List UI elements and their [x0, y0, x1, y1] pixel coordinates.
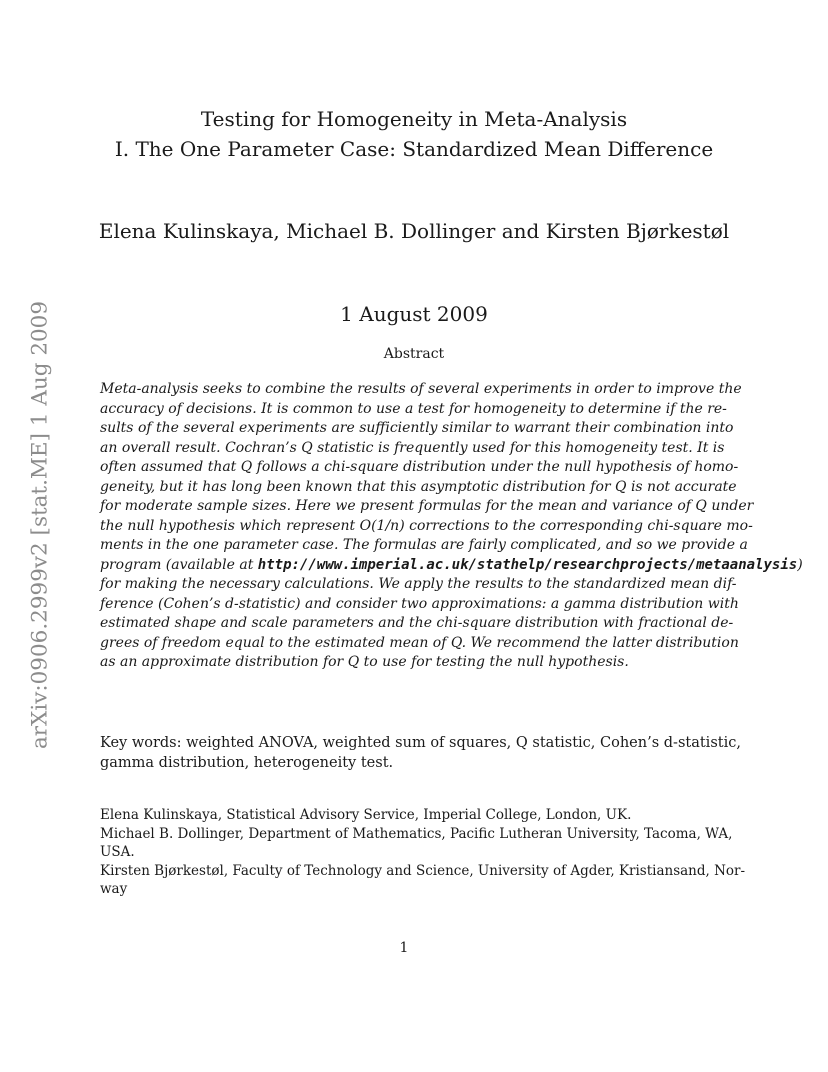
abstract-line: Meta-analysis seeks to combine the results of several experiments in order to improve the: [100, 381, 742, 397]
abstract-program-line: [100, 556, 803, 576]
abstract-program-prefix: program (available at: [100, 556, 258, 573]
date: 1 August 2009: [340, 302, 488, 326]
title-line-1: Testing for Homogeneity in Meta-Analysis: [200, 107, 628, 131]
abstract-body: [100, 380, 803, 673]
abstract-line: for moderate sample sizes. Here we present formulas for the mean and variance of Q under: [100, 498, 754, 514]
abstract-line: accuracy of decisions. It is common to use a test for homogeneity to determine if the re-: [100, 400, 727, 417]
page-number: 1: [399, 940, 409, 956]
authors: Elena Kulinskaya, Michael B. Dollinger and Kirsten Bjørkestøl: [98, 219, 730, 243]
abstract-program-suffix: ): [797, 556, 803, 573]
abstract-line: for making the necessary calculations. We apply the results to the standardized mean dif-: [100, 576, 737, 592]
abstract-heading: Abstract: [383, 346, 445, 362]
affiliation-line: Michael B. Dollinger, Department of Mathematics, Pacific Lutheran University, Tacoma, WA,: [100, 825, 733, 842]
abstract-line: often assumed that Q follows a chi-square distribution under the null hypothesis of homo-: [100, 459, 739, 475]
abstract-line: the null hypothesis which represent O(1/n) corrections to the corresponding chi-square mo-: [100, 517, 753, 534]
abstract-line: estimated shape and scale parameters and the chi-square distribution with fractional de-: [100, 615, 734, 631]
affiliations: [100, 806, 746, 899]
keywords-line: Key words: weighted ANOVA, weighted sum of squares, Q statistic, Cohen’s d-statistic,: [100, 735, 741, 751]
abstract-line: ments in the one parameter case. The formulas are fairly complicated, and so we provide a: [100, 537, 748, 553]
keywords: [100, 733, 741, 773]
abstract-line: sults of the several experiments are sufficiently similar to warrant their combination into: [100, 420, 734, 436]
program-url-link[interactable]: http://www.imperial.ac.uk/stathelp/researchprojects/metaanalysis: [257, 556, 798, 573]
abstract-line: as an approximate distribution for Q to use for testing the null hypothesis.: [100, 654, 629, 670]
keywords-line: gamma distribution, heterogeneity test.: [100, 755, 394, 771]
title-line-2: I. The One Parameter Case: Standardized Mean Difference: [114, 137, 714, 161]
arxiv-stamp-text: arXiv:0906.2999v2 [stat.ME] 1 Aug 2009: [27, 300, 53, 750]
affiliation-line: way: [100, 881, 128, 897]
affiliation-line: USA.: [100, 844, 135, 860]
affiliation-line: Elena Kulinskaya, Statistical Advisory Service, Imperial College, London, UK.: [100, 807, 632, 823]
abstract-line: ference (Cohen’s d-statistic) and consider two approximations: a gamma distribution with: [100, 595, 739, 612]
affiliation-line: Kirsten Bjørkestøl, Faculty of Technology and Science, University of Agder, Kristiansand, Nor-: [100, 862, 746, 879]
abstract-line: geneity, but it has long been known that this asymptotic distribution for Q is not accurate: [100, 478, 737, 495]
abstract-line: an overall result. Cochran’s Q statistic is frequently used for this homogeneity test. It is: [100, 439, 725, 456]
abstract-line: grees of freedom equal to the estimated mean of Q. We recommend the latter distribution: [100, 634, 739, 651]
